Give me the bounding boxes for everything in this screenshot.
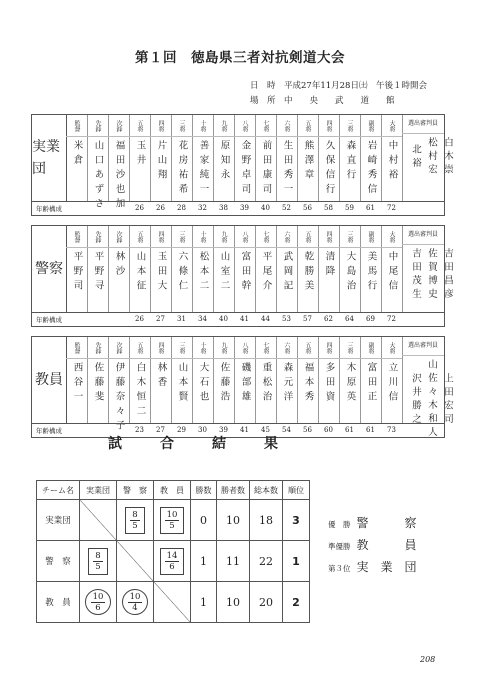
score-mark: $\frac{8}{5}$ <box>88 548 107 575</box>
results-header-cell: チーム名 <box>37 481 80 500</box>
member-column <box>66 226 88 312</box>
member-name: 善家純一 <box>197 140 209 198</box>
member-name: 生田秀一 <box>281 140 293 198</box>
results-header-cell: 勝数 <box>191 481 217 500</box>
age-value: 32 <box>198 204 207 212</box>
results-wins: 0 <box>191 500 217 541</box>
member-name: 山本賢 <box>176 362 188 406</box>
position-label: 大将 <box>381 115 402 137</box>
member-name: 平野寻 <box>92 251 104 295</box>
team-table <box>31 114 453 216</box>
member-column <box>276 115 298 201</box>
date-line: 日 時 平成27年11月28日㈯ 午後１時開会 <box>250 81 427 91</box>
position-label: 監督 <box>66 337 87 359</box>
age-value: 28 <box>177 204 186 212</box>
ranking-team: 教 員 <box>356 538 429 552</box>
member-name: 熊澤章 <box>302 140 314 184</box>
member-name: 六條仁 <box>176 251 188 295</box>
member-column <box>339 337 361 423</box>
ranking-line <box>328 558 429 575</box>
position-label: 五将 <box>297 115 318 137</box>
position-label: 先鋒 <box>87 226 108 248</box>
position-label: 五将 <box>297 337 318 359</box>
page-number: 208 <box>420 655 436 664</box>
score-mark: $\frac{10}{4}$ <box>122 589 148 615</box>
member-column <box>360 337 382 423</box>
match-score-cell <box>154 582 191 623</box>
referee-name: 佐賀博史 <box>426 248 437 302</box>
member-name: 乾勝美 <box>302 251 314 295</box>
member-column <box>66 115 88 201</box>
position-label: 大将 <box>381 226 402 248</box>
match-score-cell <box>117 541 154 582</box>
ranking-label: 優 勝 <box>328 520 351 529</box>
referee-name: 白木崇 <box>442 137 453 178</box>
team-name: 実業団 <box>32 115 67 201</box>
member-column <box>276 337 298 423</box>
age-value: 69 <box>366 315 375 323</box>
age-value: 56 <box>303 204 312 212</box>
member-name: 山口あずさ <box>92 140 104 213</box>
member-column <box>150 226 172 312</box>
results-team-name: 実業団 <box>37 500 80 541</box>
age-label: 年齢構成 <box>36 316 62 324</box>
position-label: 九将 <box>213 226 234 248</box>
position-label: 五将 <box>129 115 150 137</box>
referee-name: 上田宏司 <box>442 372 453 427</box>
member-name: 富田幹 <box>239 251 251 295</box>
position-label: 七将 <box>255 115 276 137</box>
member-name: 花房祐希 <box>176 140 188 198</box>
results-header-cell: 教 員 <box>154 481 191 500</box>
age-value: 27 <box>156 426 165 434</box>
results-title: 試 合 結 果 <box>108 436 290 452</box>
member-column <box>234 115 256 201</box>
age-value: 62 <box>324 315 333 323</box>
member-name: 磯部雄 <box>239 362 251 406</box>
position-label: 六将 <box>276 226 297 248</box>
page-title: 第１回 徳島県三者対抗剣道大会 <box>135 50 345 66</box>
member-column <box>381 226 403 312</box>
age-value: 59 <box>345 204 354 212</box>
age-value: 54 <box>282 426 291 434</box>
position-label: 七将 <box>255 226 276 248</box>
age-value: 52 <box>282 204 291 212</box>
member-name: 西谷一 <box>71 362 83 406</box>
score-mark: $\frac{14}{6}$ <box>160 548 185 575</box>
position-label: 八将 <box>234 226 255 248</box>
referee-column <box>402 337 453 440</box>
age-value: 40 <box>261 204 270 212</box>
ranking-line <box>328 514 429 531</box>
member-name: 大石也 <box>197 362 209 406</box>
age-value: 53 <box>282 315 291 323</box>
age-value: 73 <box>387 426 396 434</box>
match-score-cell <box>80 541 117 582</box>
member-column <box>276 226 298 312</box>
age-value: 61 <box>345 426 354 434</box>
age-value: 31 <box>177 315 186 323</box>
member-name: 平野司 <box>71 251 83 295</box>
member-name: 武岡記 <box>281 251 293 295</box>
match-score-cell <box>117 500 154 541</box>
member-name: 米倉 <box>71 140 83 169</box>
age-value: 72 <box>387 315 396 323</box>
member-column <box>234 226 256 312</box>
age-value: 60 <box>324 426 333 434</box>
member-name: 松本二 <box>197 251 209 295</box>
age-value: 27 <box>156 315 165 323</box>
member-column <box>87 226 109 312</box>
member-name: 森元洋 <box>281 362 293 406</box>
member-column <box>129 226 151 312</box>
results-table <box>36 480 310 623</box>
age-value: 64 <box>345 315 354 323</box>
member-column <box>87 115 109 213</box>
referee-name: 松村宏 <box>426 137 437 178</box>
member-column <box>192 226 214 312</box>
member-column <box>318 115 340 201</box>
position-label: 九将 <box>213 337 234 359</box>
position-label: 次鋒 <box>108 226 129 248</box>
member-name: 玉井 <box>134 140 146 169</box>
member-name: 木原英 <box>344 362 356 406</box>
results-winners: 10 <box>217 582 250 623</box>
ranking-line <box>328 536 429 553</box>
score-mark: $\frac{10}{6}$ <box>85 589 111 615</box>
position-label: 七将 <box>255 337 276 359</box>
results-team-name: 教 員 <box>37 582 80 623</box>
ranking-team: 警 察 <box>356 516 429 530</box>
referee-column <box>402 226 453 312</box>
position-label: 四将 <box>318 226 339 248</box>
position-label: 四将 <box>318 115 339 137</box>
position-label: 監督 <box>66 226 87 248</box>
referee-name: 北裕 <box>410 143 421 171</box>
age-row <box>32 312 444 326</box>
results-row <box>37 541 310 582</box>
member-column <box>108 337 130 435</box>
member-name: 中尾信 <box>386 251 398 295</box>
age-value: 34 <box>198 315 207 323</box>
member-column <box>339 115 361 201</box>
member-column <box>213 337 235 423</box>
position-label: 十将 <box>192 337 213 359</box>
position-label: 四将 <box>150 226 171 248</box>
age-value: 61 <box>366 426 375 434</box>
position-label: 三将 <box>171 337 192 359</box>
member-name: 大島治 <box>344 251 356 295</box>
member-column <box>192 337 214 423</box>
results-team-name: 警 察 <box>37 541 80 582</box>
member-name: 森直行 <box>344 140 356 184</box>
member-name: 重松治 <box>260 362 272 406</box>
ranking-label: 準優勝 <box>328 542 351 551</box>
position-label: 五将 <box>129 226 150 248</box>
referee-header: 選出審判員 <box>402 115 444 134</box>
referee-name: 吉田茂生 <box>410 248 421 302</box>
score-mark: $\frac{10}{5}$ <box>160 507 185 534</box>
position-label: 三将 <box>171 226 192 248</box>
position-label: 先鋒 <box>87 115 108 137</box>
referee-name: 山佐々木和人 <box>426 359 437 440</box>
member-column <box>171 337 193 423</box>
member-name: 林香 <box>155 362 167 391</box>
member-name: 片山翔 <box>155 140 167 184</box>
position-label: 六将 <box>276 115 297 137</box>
age-label: 年齢構成 <box>36 427 62 435</box>
member-column <box>297 115 319 201</box>
match-score-cell <box>154 500 191 541</box>
member-name: 白木恒二 <box>134 362 146 420</box>
member-column <box>150 337 172 423</box>
member-column <box>150 115 172 201</box>
age-value: 58 <box>324 204 333 212</box>
member-column <box>318 337 340 423</box>
position-label: 九将 <box>213 115 234 137</box>
results-rank: 1 <box>283 541 310 582</box>
results-winners: 11 <box>217 541 250 582</box>
position-label: 五将 <box>297 226 318 248</box>
age-value: 26 <box>135 315 144 323</box>
member-column <box>213 115 235 201</box>
score-mark: $\frac{8}{5}$ <box>125 507 144 534</box>
position-label: 四将 <box>150 337 171 359</box>
member-name: 岩崎秀信 <box>365 140 377 198</box>
member-column <box>234 337 256 423</box>
member-name: 福本秀 <box>302 362 314 406</box>
age-value: 61 <box>366 204 375 212</box>
position-label: 副将 <box>360 115 381 137</box>
results-total: 18 <box>250 500 283 541</box>
member-name: 佐藤斐 <box>92 362 104 406</box>
age-value: 44 <box>261 315 270 323</box>
referee-name: 沢井勝之 <box>410 372 421 427</box>
member-column <box>255 337 277 423</box>
member-column <box>381 337 403 423</box>
age-value: 41 <box>240 315 249 323</box>
member-column <box>108 226 130 312</box>
age-value: 26 <box>135 204 144 212</box>
member-column <box>129 337 151 423</box>
position-label: 五将 <box>129 337 150 359</box>
ranking-label: 第３位 <box>328 564 351 573</box>
age-row <box>32 201 444 215</box>
position-label: 十将 <box>192 115 213 137</box>
results-header-cell: 実業団 <box>80 481 117 500</box>
member-name: 前田康司 <box>260 140 272 198</box>
age-value: 29 <box>177 426 186 434</box>
member-name: 山室二 <box>218 251 230 295</box>
age-value: 38 <box>219 204 228 212</box>
position-label: 副将 <box>360 337 381 359</box>
member-name: 美馬行 <box>365 251 377 295</box>
member-name: 富田正 <box>365 362 377 406</box>
member-column <box>255 226 277 312</box>
results-wins: 1 <box>191 582 217 623</box>
referee-column <box>402 115 453 201</box>
age-value: 41 <box>240 426 249 434</box>
age-value: 40 <box>219 315 228 323</box>
position-label: 次鋒 <box>108 115 129 137</box>
member-name: 清降 <box>323 251 335 280</box>
member-column <box>66 337 88 423</box>
member-name: 立川信 <box>386 362 398 406</box>
member-column <box>213 226 235 312</box>
team-name: 警察 <box>32 226 67 312</box>
member-name: 金野卓司 <box>239 140 251 198</box>
referee-name: 吉田昌彦 <box>442 248 453 302</box>
position-label: 四将 <box>150 115 171 137</box>
age-value: 56 <box>303 426 312 434</box>
team-name: 教員 <box>32 337 67 423</box>
team-table <box>31 336 453 440</box>
position-label: 三将 <box>339 226 360 248</box>
position-label: 八将 <box>234 115 255 137</box>
member-column <box>87 337 109 423</box>
results-rank: 2 <box>283 582 310 623</box>
position-label: 三将 <box>339 337 360 359</box>
member-column <box>297 226 319 312</box>
member-column <box>171 115 193 201</box>
results-header-cell: 勝者数 <box>217 481 250 500</box>
position-label: 次鋒 <box>108 337 129 359</box>
age-value: 39 <box>240 204 249 212</box>
member-column <box>255 115 277 201</box>
referee-header: 選出審判員 <box>402 337 444 356</box>
age-label: 年齢構成 <box>36 205 62 213</box>
member-column <box>171 226 193 312</box>
age-value: 23 <box>135 426 144 434</box>
member-name: 伊藤奈々子 <box>113 362 125 435</box>
results-winners: 10 <box>217 500 250 541</box>
position-label: 三将 <box>171 115 192 137</box>
results-rank: 3 <box>283 500 310 541</box>
age-value: 30 <box>198 426 207 434</box>
position-label: 副将 <box>360 226 381 248</box>
results-header-cell: 総本数 <box>250 481 283 500</box>
position-label: 四将 <box>318 337 339 359</box>
age-value: 57 <box>303 315 312 323</box>
member-name: 佐藤浩 <box>218 362 230 406</box>
member-name: 林沙 <box>113 251 125 280</box>
age-value: 72 <box>387 204 396 212</box>
position-label: 八将 <box>234 337 255 359</box>
referee-header: 選出審判員 <box>402 226 444 245</box>
results-row <box>37 582 310 623</box>
position-label: 監督 <box>66 115 87 137</box>
member-name: 多田資 <box>323 362 335 406</box>
member-column <box>129 115 151 201</box>
results-total: 20 <box>250 582 283 623</box>
match-score-cell <box>117 582 154 623</box>
age-value: 39 <box>219 426 228 434</box>
results-header-cell: 警 察 <box>117 481 154 500</box>
results-header-cell: 順位 <box>283 481 310 500</box>
age-value: 45 <box>261 426 270 434</box>
place-line: 場 所 中 央 武 道 館 <box>250 96 395 106</box>
member-column <box>339 226 361 312</box>
member-name: 玉田大 <box>155 251 167 295</box>
position-label: 六将 <box>276 337 297 359</box>
results-wins: 1 <box>191 541 217 582</box>
position-label: 三将 <box>339 115 360 137</box>
member-name: 久保信行 <box>323 140 335 198</box>
member-name: 平尾介 <box>260 251 272 295</box>
match-score-cell <box>154 541 191 582</box>
member-name: 山本征 <box>134 251 146 295</box>
team-table <box>31 225 453 327</box>
member-column <box>360 115 382 201</box>
member-column <box>108 115 130 213</box>
member-column <box>381 115 403 201</box>
member-column <box>192 115 214 201</box>
position-label: 十将 <box>192 226 213 248</box>
age-value: 26 <box>156 204 165 212</box>
position-label: 先鋒 <box>87 337 108 359</box>
match-score-cell <box>80 582 117 623</box>
position-label: 大将 <box>381 337 402 359</box>
member-name: 原知永 <box>218 140 230 184</box>
match-score-cell <box>80 500 117 541</box>
member-column <box>318 226 340 312</box>
ranking-team: 実業団 <box>356 560 429 574</box>
member-column <box>360 226 382 312</box>
member-column <box>297 337 319 423</box>
results-row <box>37 500 310 541</box>
member-name: 福田沙也加 <box>113 140 125 213</box>
results-total: 22 <box>250 541 283 582</box>
member-name: 中村裕 <box>386 140 398 184</box>
